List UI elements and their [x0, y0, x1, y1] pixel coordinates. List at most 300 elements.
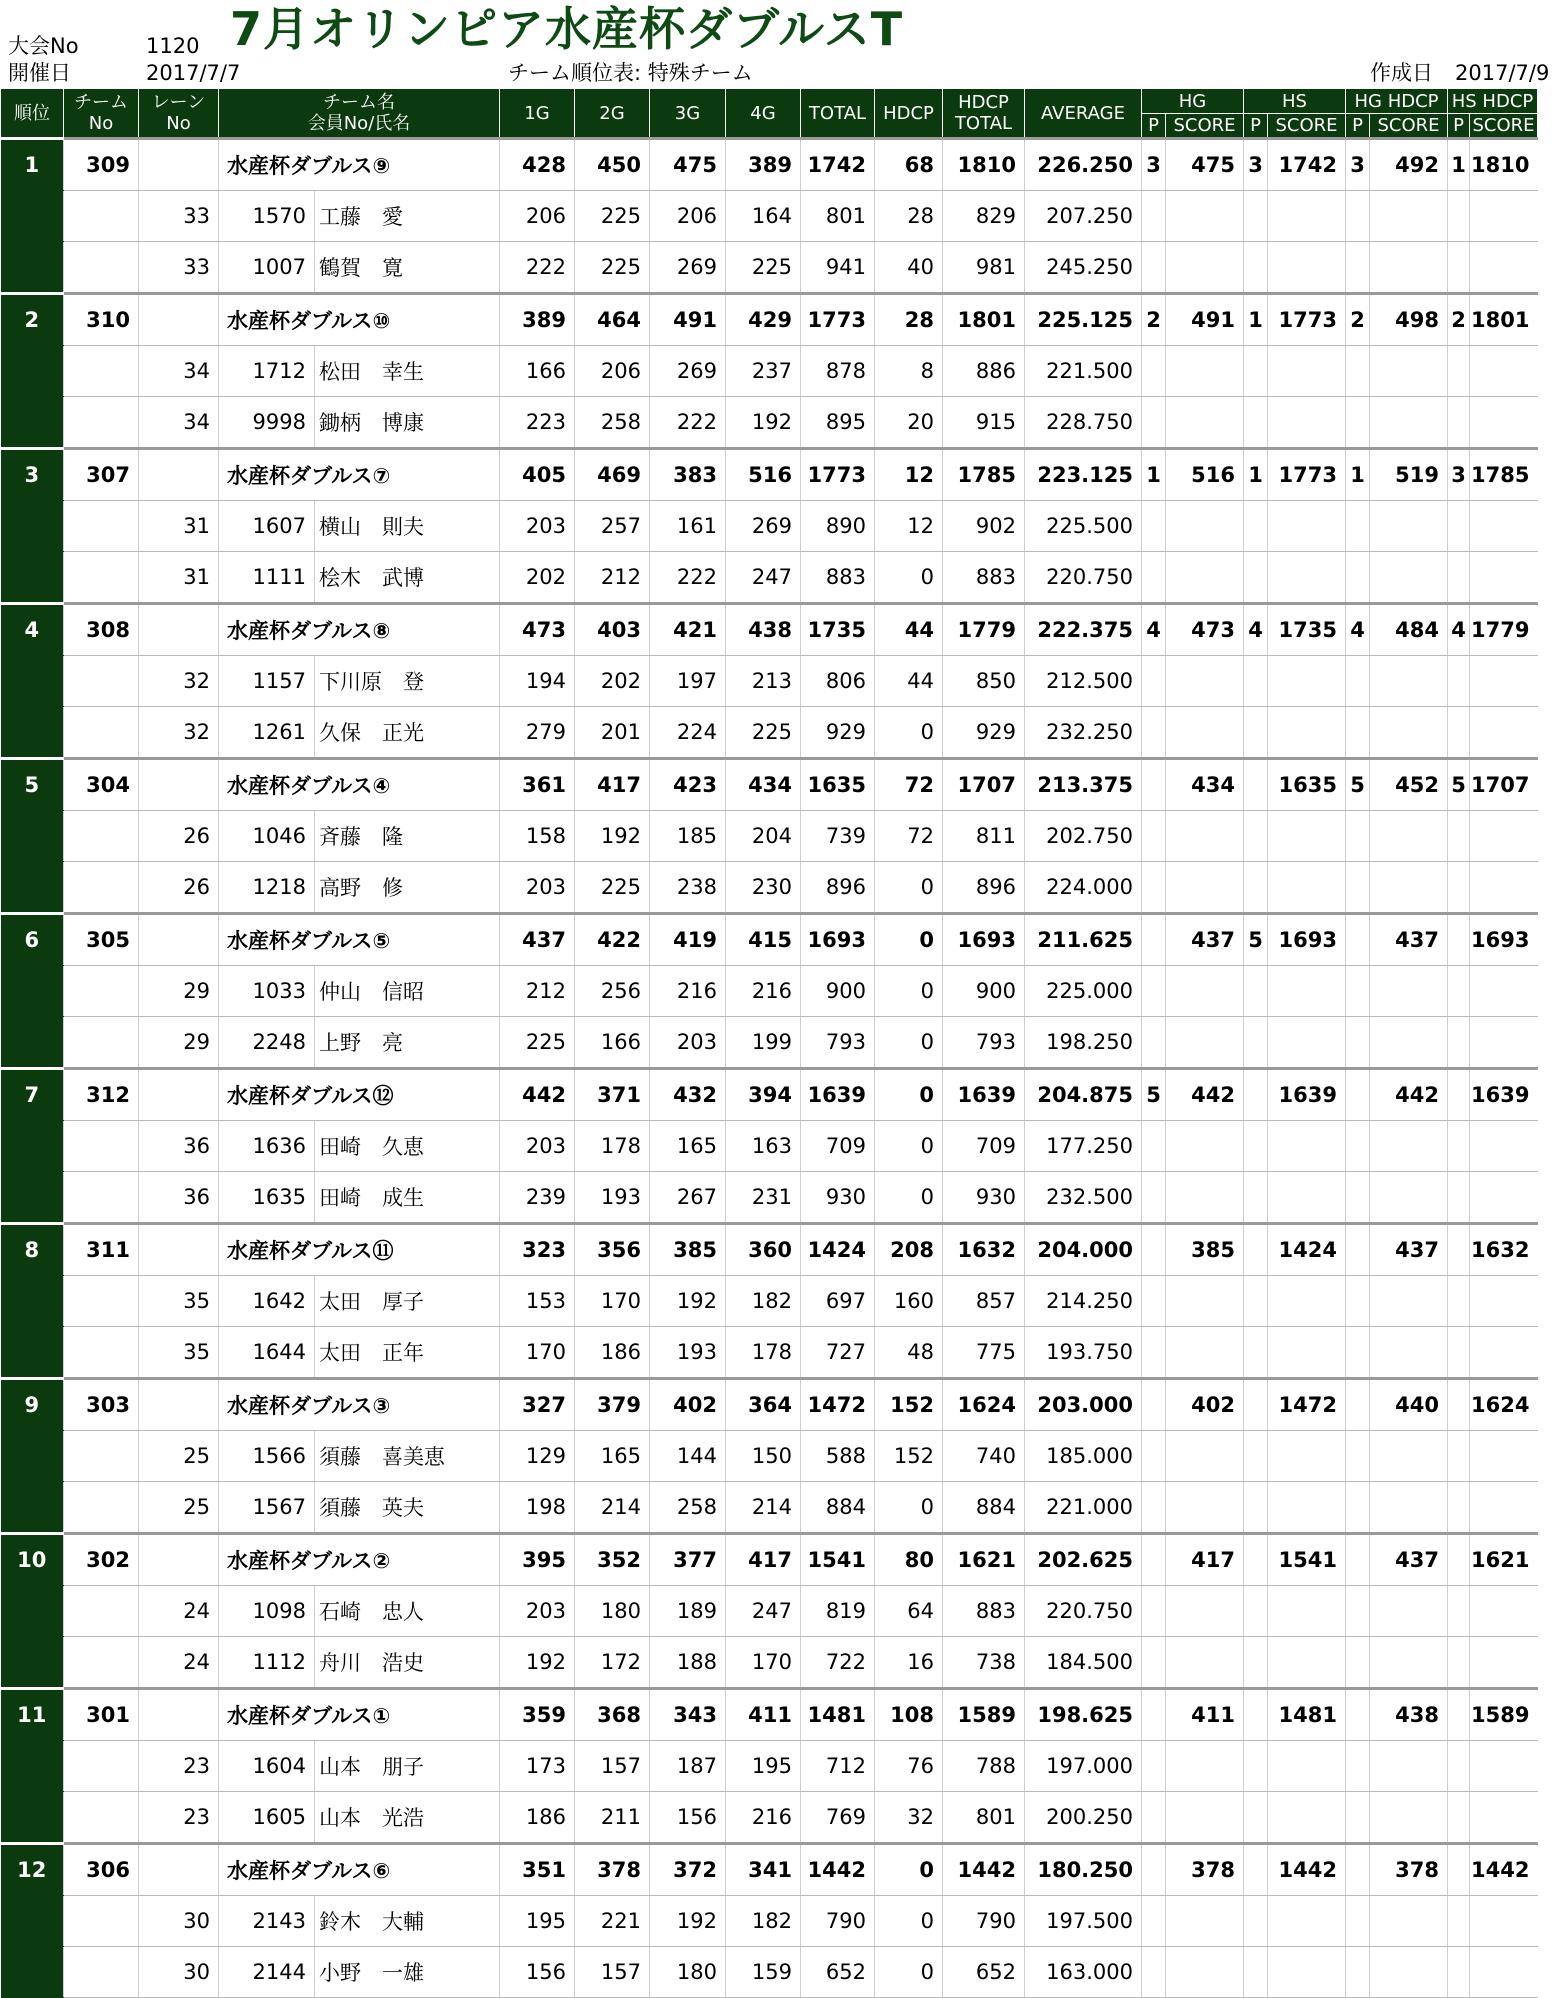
game-score-cell: 212: [575, 552, 650, 604]
hdcp-cell: 12: [875, 501, 943, 552]
hg-place-cell: 3: [1142, 139, 1166, 191]
hdcp-total-cell: 1589: [943, 1689, 1025, 1741]
game-score-cell: 417: [575, 759, 650, 811]
game-score-cell: 203: [500, 1121, 575, 1172]
game-score-cell: 258: [650, 1482, 726, 1534]
game-score-cell: 224: [650, 707, 726, 759]
hdcp-total-cell: 790: [943, 1896, 1025, 1947]
empty-cell: [1448, 1276, 1470, 1327]
hg-score-cell: 473: [1166, 604, 1244, 656]
hdcp-cell: 64: [875, 1586, 943, 1637]
hg-score-cell: 417: [1166, 1534, 1244, 1586]
empty-cell: [1142, 1637, 1166, 1689]
hdcp-cell: 44: [875, 604, 943, 656]
empty-cell: [1370, 1482, 1448, 1534]
hsh-place-cell: 1: [1448, 139, 1470, 191]
game-score-cell: 186: [500, 1792, 575, 1844]
hs-score-cell: 1742: [1268, 139, 1346, 191]
empty-cell: [1370, 707, 1448, 759]
team-no-cell: [64, 1431, 139, 1482]
empty-cell: [1244, 1327, 1268, 1379]
empty-cell: [1470, 1792, 1538, 1844]
lane-no-cell: 34: [139, 346, 219, 397]
hsh-score-cell: 1589: [1470, 1689, 1538, 1741]
empty-cell: [1448, 1172, 1470, 1224]
game-score-cell: 394: [726, 1069, 801, 1121]
game-score-cell: 222: [650, 552, 726, 604]
game-score-cell: 247: [726, 552, 801, 604]
game-score-cell: 442: [500, 1069, 575, 1121]
team-name-cell: 水産杯ダブルス⑧: [219, 604, 500, 656]
lane-no-cell: [139, 1844, 219, 1896]
game-score-cell: 193: [575, 1172, 650, 1224]
hsh-place-cell: [1448, 1844, 1470, 1896]
member-row: [1, 1017, 1538, 1069]
member-row: [1, 811, 1538, 862]
page-title: 7月オリンピア水産杯ダブルスT: [230, 2, 904, 56]
hdcp-cell: 152: [875, 1431, 943, 1482]
empty-cell: [1370, 1896, 1448, 1947]
member-name-cell: 久保 正光: [315, 707, 500, 759]
game-score-cell: 150: [726, 1431, 801, 1482]
game-score-cell: 157: [575, 1741, 650, 1792]
empty-cell: [1142, 1947, 1166, 1998]
empty-cell: [1370, 1947, 1448, 1998]
empty-cell: [1370, 191, 1448, 242]
hs-score-cell: 1481: [1268, 1689, 1346, 1741]
member-no-cell: 1570: [219, 191, 315, 242]
hdcp-cell: 48: [875, 1327, 943, 1379]
empty-cell: [1166, 656, 1244, 707]
game-score-cell: 352: [575, 1534, 650, 1586]
team-no-cell: [64, 1586, 139, 1637]
rank-cell: [1, 1431, 64, 1482]
game-score-cell: 165: [650, 1121, 726, 1172]
game-score-cell: 203: [650, 1017, 726, 1069]
game-score-cell: 157: [575, 1947, 650, 1998]
team-no-cell: 307: [64, 449, 139, 501]
hgh-place-cell: [1346, 914, 1370, 966]
game-score-cell: 129: [500, 1431, 575, 1482]
rank-cell: [1, 346, 64, 397]
hdcp-cell: 8: [875, 346, 943, 397]
team-no-cell: [64, 552, 139, 604]
empty-cell: [1142, 1172, 1166, 1224]
total-cell: 884: [801, 1482, 875, 1534]
lane-no-cell: [139, 139, 219, 191]
empty-cell: [1370, 1431, 1448, 1482]
game-score-cell: 206: [650, 191, 726, 242]
game-score-cell: 170: [500, 1327, 575, 1379]
hg-score-cell: 385: [1166, 1224, 1244, 1276]
member-no-cell: 1642: [219, 1276, 315, 1327]
empty-cell: [1470, 1017, 1538, 1069]
hs-place-cell: [1244, 1689, 1268, 1741]
col-team-name: [219, 89, 500, 139]
hsh-place-cell: [1448, 1069, 1470, 1121]
game-score-cell: 341: [726, 1844, 801, 1896]
empty-cell: [1166, 346, 1244, 397]
hdcp-cell: 152: [875, 1379, 943, 1431]
hg-place-cell: [1142, 1379, 1166, 1431]
empty-cell: [1244, 811, 1268, 862]
game-score-cell: 211: [575, 1792, 650, 1844]
team-no-cell: [64, 811, 139, 862]
game-score-cell: 203: [500, 862, 575, 914]
hdcp-cell: 208: [875, 1224, 943, 1276]
member-row: [1, 1896, 1538, 1947]
empty-cell: [1470, 1172, 1538, 1224]
rank-cell: 3: [1, 449, 64, 501]
total-cell: 1693: [801, 914, 875, 966]
average-cell: 232.250: [1025, 707, 1142, 759]
hg-score-cell: 378: [1166, 1844, 1244, 1896]
empty-cell: [1142, 501, 1166, 552]
average-cell: 223.125: [1025, 449, 1142, 501]
game-score-cell: 225: [575, 191, 650, 242]
rank-cell: [1, 1172, 64, 1224]
col-hs-p: P: [1244, 114, 1268, 139]
game-score-cell: 221: [575, 1896, 650, 1947]
total-cell: 941: [801, 242, 875, 294]
game-score-cell: 166: [500, 346, 575, 397]
empty-cell: [1268, 242, 1346, 294]
member-name-cell: 舟川 浩史: [315, 1637, 500, 1689]
total-cell: 896: [801, 862, 875, 914]
lane-no-cell: 32: [139, 656, 219, 707]
average-cell: 197.000: [1025, 1741, 1142, 1792]
empty-cell: [1346, 656, 1370, 707]
empty-cell: [1268, 1121, 1346, 1172]
game-score-cell: 421: [650, 604, 726, 656]
empty-cell: [1166, 966, 1244, 1017]
game-score-cell: 428: [500, 139, 575, 191]
member-name-cell: 須藤 喜美恵: [315, 1431, 500, 1482]
empty-cell: [1448, 707, 1470, 759]
hs-score-cell: 1541: [1268, 1534, 1346, 1586]
hgh-place-cell: 2: [1346, 294, 1370, 346]
member-no-cell: 1033: [219, 966, 315, 1017]
hdcp-total-cell: 981: [943, 242, 1025, 294]
hdcp-cell: 76: [875, 1741, 943, 1792]
hsh-place-cell: 4: [1448, 604, 1470, 656]
total-cell: 930: [801, 1172, 875, 1224]
game-score-cell: 351: [500, 1844, 575, 1896]
game-score-cell: 222: [650, 397, 726, 449]
empty-cell: [1166, 1327, 1244, 1379]
total-cell: 739: [801, 811, 875, 862]
game-score-cell: 187: [650, 1741, 726, 1792]
average-cell: 163.000: [1025, 1947, 1142, 1998]
member-row: [1, 1637, 1538, 1689]
empty-cell: [1166, 501, 1244, 552]
game-score-cell: 464: [575, 294, 650, 346]
total-cell: 697: [801, 1276, 875, 1327]
team-no-cell: [64, 501, 139, 552]
game-score-cell: 198: [500, 1482, 575, 1534]
empty-cell: [1448, 1121, 1470, 1172]
team-name-cell: 水産杯ダブルス⑦: [219, 449, 500, 501]
empty-cell: [1370, 397, 1448, 449]
created-label: 作成日: [1370, 61, 1433, 85]
member-no-cell: 1567: [219, 1482, 315, 1534]
average-cell: 225.125: [1025, 294, 1142, 346]
empty-cell: [1166, 552, 1244, 604]
empty-cell: [1370, 346, 1448, 397]
member-no-cell: 1157: [219, 656, 315, 707]
game-score-cell: 372: [650, 1844, 726, 1896]
game-score-cell: 422: [575, 914, 650, 966]
col-hsh-score: SCORE: [1470, 114, 1538, 139]
col-hg-p: P: [1142, 114, 1166, 139]
lane-no-cell: 26: [139, 811, 219, 862]
empty-cell: [1268, 862, 1346, 914]
hdcp-total-cell: 1639: [943, 1069, 1025, 1121]
total-cell: 709: [801, 1121, 875, 1172]
col-team-no-2: No: [88, 113, 114, 134]
hgh-score-cell: 378: [1370, 1844, 1448, 1896]
empty-cell: [1166, 242, 1244, 294]
member-name-cell: 鈴木 大輔: [315, 1896, 500, 1947]
total-cell: 878: [801, 346, 875, 397]
hdcp-cell: 28: [875, 294, 943, 346]
total-cell: 1773: [801, 449, 875, 501]
empty-cell: [1166, 1586, 1244, 1637]
lane-no-cell: 24: [139, 1637, 219, 1689]
member-no-cell: 1218: [219, 862, 315, 914]
game-score-cell: 164: [726, 191, 801, 242]
empty-cell: [1166, 1276, 1244, 1327]
hs-place-cell: [1244, 759, 1268, 811]
total-cell: 1639: [801, 1069, 875, 1121]
empty-cell: [1268, 966, 1346, 1017]
empty-cell: [1346, 1431, 1370, 1482]
hdcp-total-cell: 775: [943, 1327, 1025, 1379]
game-score-cell: 156: [650, 1792, 726, 1844]
empty-cell: [1470, 501, 1538, 552]
empty-cell: [1268, 1482, 1346, 1534]
member-no-cell: 1112: [219, 1637, 315, 1689]
rank-cell: [1, 1637, 64, 1689]
hg-place-cell: 1: [1142, 449, 1166, 501]
game-score-cell: 343: [650, 1689, 726, 1741]
rank-cell: [1, 707, 64, 759]
total-cell: 890: [801, 501, 875, 552]
empty-cell: [1244, 191, 1268, 242]
empty-cell: [1166, 1431, 1244, 1482]
empty-cell: [1346, 242, 1370, 294]
hs-place-cell: 3: [1244, 139, 1268, 191]
total-cell: 900: [801, 966, 875, 1017]
lane-no-cell: [139, 1224, 219, 1276]
team-name-cell: 水産杯ダブルス⑩: [219, 294, 500, 346]
game-score-cell: 165: [575, 1431, 650, 1482]
lane-no-cell: 25: [139, 1482, 219, 1534]
empty-cell: [1346, 552, 1370, 604]
game-score-cell: 247: [726, 1586, 801, 1637]
empty-cell: [1244, 501, 1268, 552]
game-score-cell: 206: [575, 346, 650, 397]
empty-cell: [1370, 1172, 1448, 1224]
member-row: [1, 1586, 1538, 1637]
hdcp-cell: 28: [875, 191, 943, 242]
game-score-cell: 182: [726, 1896, 801, 1947]
team-name-cell: 水産杯ダブルス④: [219, 759, 500, 811]
empty-cell: [1142, 1792, 1166, 1844]
lane-no-cell: 24: [139, 1586, 219, 1637]
game-score-cell: 364: [726, 1379, 801, 1431]
total-cell: 1481: [801, 1689, 875, 1741]
col-hdcp-total-2: TOTAL: [954, 113, 1013, 134]
empty-cell: [1142, 552, 1166, 604]
game-score-cell: 415: [726, 914, 801, 966]
hdcp-cell: 40: [875, 242, 943, 294]
col-3g: 3G: [650, 89, 726, 139]
average-cell: 245.250: [1025, 242, 1142, 294]
game-score-cell: 256: [575, 966, 650, 1017]
rank-cell: 6: [1, 914, 64, 966]
hsh-place-cell: [1448, 914, 1470, 966]
game-score-cell: 213: [726, 656, 801, 707]
empty-cell: [1166, 862, 1244, 914]
game-score-cell: 180: [575, 1586, 650, 1637]
hsh-place-cell: [1448, 1534, 1470, 1586]
team-name-cell: 水産杯ダブルス①: [219, 1689, 500, 1741]
game-score-cell: 395: [500, 1534, 575, 1586]
member-no-cell: 1566: [219, 1431, 315, 1482]
lane-no-cell: 36: [139, 1172, 219, 1224]
lane-no-cell: [139, 914, 219, 966]
hsh-place-cell: 2: [1448, 294, 1470, 346]
hdcp-total-cell: 1810: [943, 139, 1025, 191]
empty-cell: [1244, 397, 1268, 449]
game-score-cell: 216: [726, 966, 801, 1017]
empty-cell: [1470, 397, 1538, 449]
game-score-cell: 417: [726, 1534, 801, 1586]
col-hg: HG: [1142, 89, 1244, 114]
empty-cell: [1346, 501, 1370, 552]
team-no-cell: [64, 1896, 139, 1947]
lane-no-cell: 31: [139, 501, 219, 552]
average-cell: 202.750: [1025, 811, 1142, 862]
empty-cell: [1346, 1121, 1370, 1172]
empty-cell: [1470, 656, 1538, 707]
average-cell: 198.625: [1025, 1689, 1142, 1741]
empty-cell: [1370, 1792, 1448, 1844]
total-cell: 806: [801, 656, 875, 707]
team-no-cell: 312: [64, 1069, 139, 1121]
date-label: 開催日: [8, 61, 71, 85]
game-score-cell: 405: [500, 449, 575, 501]
hsh-place-cell: [1448, 1379, 1470, 1431]
game-score-cell: 230: [726, 862, 801, 914]
hsh-score-cell: 1693: [1470, 914, 1538, 966]
team-no-cell: [64, 1792, 139, 1844]
empty-cell: [1470, 1947, 1538, 1998]
member-row: [1, 501, 1538, 552]
lane-no-cell: 33: [139, 242, 219, 294]
average-cell: 203.000: [1025, 1379, 1142, 1431]
col-2g: 2G: [575, 89, 650, 139]
col-hgh-score: SCORE: [1370, 114, 1448, 139]
game-score-cell: 269: [650, 242, 726, 294]
member-name-cell: 工藤 愛: [315, 191, 500, 242]
average-cell: 197.500: [1025, 1896, 1142, 1947]
empty-cell: [1268, 1896, 1346, 1947]
game-score-cell: 172: [575, 1637, 650, 1689]
game-score-cell: 192: [575, 811, 650, 862]
team-row: [1, 139, 1538, 191]
team-no-cell: [64, 1121, 139, 1172]
average-cell: 200.250: [1025, 1792, 1142, 1844]
team-name-cell: 水産杯ダブルス⑫: [219, 1069, 500, 1121]
lane-no-cell: [139, 294, 219, 346]
game-score-cell: 197: [650, 656, 726, 707]
rank-cell: [1, 191, 64, 242]
game-score-cell: 356: [575, 1224, 650, 1276]
empty-cell: [1244, 1637, 1268, 1689]
game-score-cell: 257: [575, 501, 650, 552]
hgh-score-cell: 442: [1370, 1069, 1448, 1121]
empty-cell: [1470, 1482, 1538, 1534]
empty-cell: [1268, 1947, 1346, 1998]
game-score-cell: 161: [650, 501, 726, 552]
empty-cell: [1370, 1637, 1448, 1689]
team-row: [1, 914, 1538, 966]
lane-no-cell: 35: [139, 1276, 219, 1327]
col-hs-score: SCORE: [1268, 114, 1346, 139]
empty-cell: [1268, 191, 1346, 242]
member-name-cell: 太田 厚子: [315, 1276, 500, 1327]
hgh-place-cell: [1346, 1534, 1370, 1586]
member-name-cell: 太田 正年: [315, 1327, 500, 1379]
empty-cell: [1142, 242, 1166, 294]
hdcp-total-cell: 1785: [943, 449, 1025, 501]
hs-place-cell: 1: [1244, 294, 1268, 346]
hdcp-cell: 108: [875, 1689, 943, 1741]
empty-cell: [1244, 656, 1268, 707]
game-score-cell: 216: [726, 1792, 801, 1844]
hdcp-total-cell: 886: [943, 346, 1025, 397]
average-cell: 221.000: [1025, 1482, 1142, 1534]
game-score-cell: 216: [650, 966, 726, 1017]
empty-cell: [1470, 242, 1538, 294]
empty-cell: [1244, 862, 1268, 914]
hdcp-cell: 44: [875, 656, 943, 707]
hgh-place-cell: 1: [1346, 449, 1370, 501]
col-average: AVERAGE: [1025, 89, 1142, 139]
report-subtitle: チーム順位表: 特殊チーム: [508, 61, 753, 85]
empty-cell: [1448, 1431, 1470, 1482]
hs-score-cell: 1442: [1268, 1844, 1346, 1896]
total-cell: 793: [801, 1017, 875, 1069]
game-score-cell: 450: [575, 139, 650, 191]
empty-cell: [1346, 1741, 1370, 1792]
empty-cell: [1470, 811, 1538, 862]
hdcp-total-cell: 929: [943, 707, 1025, 759]
member-row: [1, 1431, 1538, 1482]
lane-no-cell: [139, 449, 219, 501]
empty-cell: [1448, 1586, 1470, 1637]
empty-cell: [1346, 1172, 1370, 1224]
empty-cell: [1142, 1327, 1166, 1379]
game-score-cell: 491: [650, 294, 726, 346]
team-no-cell: [64, 1327, 139, 1379]
hdcp-cell: 0: [875, 1017, 943, 1069]
hsh-score-cell: 1624: [1470, 1379, 1538, 1431]
rank-cell: 10: [1, 1534, 64, 1586]
average-cell: 207.250: [1025, 191, 1142, 242]
